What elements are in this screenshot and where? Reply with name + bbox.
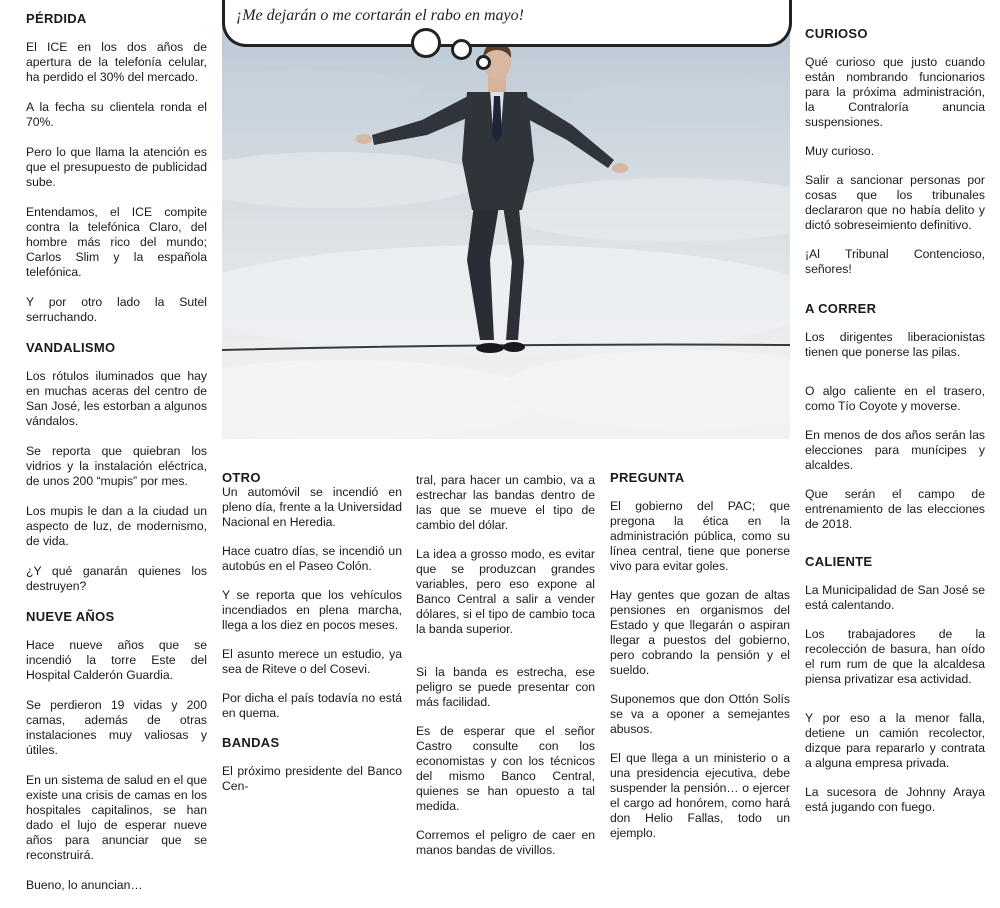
paragraph: Es de esperar que el señor Castro consulte con los economistas y con los técnicos del mismo Banco Central, quienes se han opuesto a tal medida. — [416, 724, 595, 813]
section-title-bandas: BANDAS — [222, 735, 280, 750]
paragraph: Los dirigentes liberacionistas tienen que ponerse las pilas. — [805, 330, 985, 359]
thought-bubble-dot-small — [476, 55, 491, 70]
paragraph: La sucesora de Johnny Araya está jugando con fuego. — [805, 785, 985, 814]
paragraph: El próximo presidente del Banco Cen- — [222, 764, 402, 793]
paragraph: O algo caliente en el trasero, como Tío Coyote y moverse. — [805, 384, 985, 413]
paragraph: Por dicha el país todavía no está en quema. — [222, 691, 402, 720]
section-title-caliente: CALIENTE — [805, 554, 873, 569]
column-center-right — [610, 470, 790, 855]
column-center-left — [222, 470, 402, 808]
paragraph: Y por eso a la menor falla, detiene un camión recolector, dizque para repararlo y contrata a alguna empresa privada. — [805, 711, 985, 770]
paragraph: Un automóvil se incendió en pleno día, frente a la Universidad Nacional en Heredia. — [222, 485, 402, 529]
section-title-vandalismo: VANDALISMO — [26, 340, 116, 355]
paragraph: En menos de dos años serán las elecciones para munícipes y alcaldes. — [805, 428, 985, 472]
section-title-pregunta: PREGUNTA — [610, 470, 685, 485]
paragraph: El que llega a un ministerio o a una presidencia ejecutiva, debe suspender la pensión… o ejercer el cargo ad honórem, como hará don Helio Fallas, todo un ejemplo. — [610, 751, 790, 840]
paragraph: El gobierno del PAC; que pregona la ética en la administración pública, como su línea central, tiene que ponerse vivo para evitar goles. — [610, 499, 790, 573]
paragraph: ¿Y qué ganarán quienes los destruyen? — [26, 564, 207, 593]
paragraph: A la fecha su clientela ronda el 70%. — [26, 100, 207, 129]
paragraph: El ICE en los dos años de apertura de la telefonía celular, ha perdido el 30% del mercado. — [26, 40, 207, 84]
paragraph: Pero lo que llama la atención es que el presupuesto de publicidad sube. — [26, 145, 207, 189]
paragraph: Y se reporta que los vehículos incendiados en plena marcha, llega a los diez en pocos meses. — [222, 588, 402, 632]
column-left — [26, 11, 207, 908]
paragraph: La idea a grosso modo, es evitar que se produzcan grandes variables, pero eso expone al Banco Central a salir a vender dólares, si el tipo de cambio toca la banda superior. — [416, 547, 595, 636]
section-title-otro: OTRO — [222, 470, 261, 485]
paragraph: Hace cuatro días, se incendió un autobús en el Paseo Colón. — [222, 544, 402, 573]
paragraph: Y por otro lado la Sutel serruchando. — [26, 295, 207, 324]
column-center — [416, 473, 595, 872]
tightrope-walker-illustration — [222, 0, 790, 439]
paragraph: ¡Al Tribunal Contencioso, señores! — [805, 247, 985, 276]
paragraph: Entendamos, el ICE compite contra la telefónica Claro, del hombre más rico del mundo; Carlos Slim y la española telefónica. — [26, 205, 207, 279]
paragraph: En un sistema de salud en el que existe una crisis de camas en los hospitales capitalinos, se han dado el lujo de esperar nueve años para anunciar que se reconstruirá. — [26, 773, 207, 862]
paragraph: Los mupis le dan a la ciudad un aspecto de luz, de modernismo, de vida. — [26, 504, 207, 548]
section-title-a-correr: A CORRER — [805, 301, 877, 316]
section-title-nueve-anos: NUEVE AÑOS — [26, 609, 115, 624]
paragraph: Bueno, lo anuncian… — [26, 878, 143, 892]
column-right — [805, 26, 985, 829]
paragraph: La Municipalidad de San José se está calentando. — [805, 583, 985, 612]
paragraph: Se reporta que quiebran los vidrios y la instalación eléctrica, de unos 200 “mupis” por mes. — [26, 444, 207, 488]
paragraph: Hay gentes que gozan de altas pensiones en organismos del Estado y que llegarán o aspiran llegar a puestos del gobierno, pero cobrando la pensión y el sueldo. — [610, 588, 790, 677]
thought-bubble-dot-medium — [451, 39, 472, 60]
paragraph: Los rótulos iluminados que hay en muchas aceras del centro de San José, les estorban a algunos vándalos. — [26, 369, 207, 428]
paragraph: Se perdieron 19 vidas y 200 camas, además de otras instalaciones muy valiosas y útiles. — [26, 698, 207, 757]
paragraph: Muy curioso. — [805, 144, 875, 158]
paragraph: Salir a sancionar personas por cosas que los tribunales declararon que no había delito y dictó sobreseimiento definitivo. — [805, 173, 985, 232]
thought-bubble-dot-large — [411, 28, 441, 58]
paragraph: Qué curioso que justo cuando están nombrando funcionarios para la próxima administración, la Contraloría anuncia suspensiones. — [805, 55, 985, 129]
section-title-perdida: PÉRDIDA — [26, 11, 87, 26]
paragraph: Que serán el campo de entrenamiento de las elecciones de 2018. — [805, 487, 985, 531]
tightrope-photo — [222, 0, 790, 439]
paragraph: Corremos el peligro de caer en manos bandas de vivillos. — [416, 828, 595, 857]
thought-bubble-text: ¡Me dejarán o me cortarán el rabo en mayo! — [236, 7, 524, 24]
section-title-curioso: CURIOSO — [805, 26, 868, 41]
paragraph: Hace nueve años que se incendió la torre Este del Hospital Calderón Guardia. — [26, 638, 207, 682]
paragraph: Si la banda es estrecha, ese peligro se puede presentar con más facilidad. — [416, 665, 595, 709]
paragraph: Suponemos que don Ottón Solís se va a oponer a semejantes abusos. — [610, 692, 790, 736]
paragraph: Los trabajadores de la recolección de basura, han oído el rum rum de que la alcaldesa piensa privatizar esa actividad. — [805, 627, 985, 686]
paragraph: tral, para hacer un cambio, va a estrechar las bandas dentro de las que se mueve el tipo de cambio del dólar. — [416, 473, 595, 532]
paragraph: El asunto merece un estudio, ya sea de Riteve o del Cosevi. — [222, 647, 402, 676]
